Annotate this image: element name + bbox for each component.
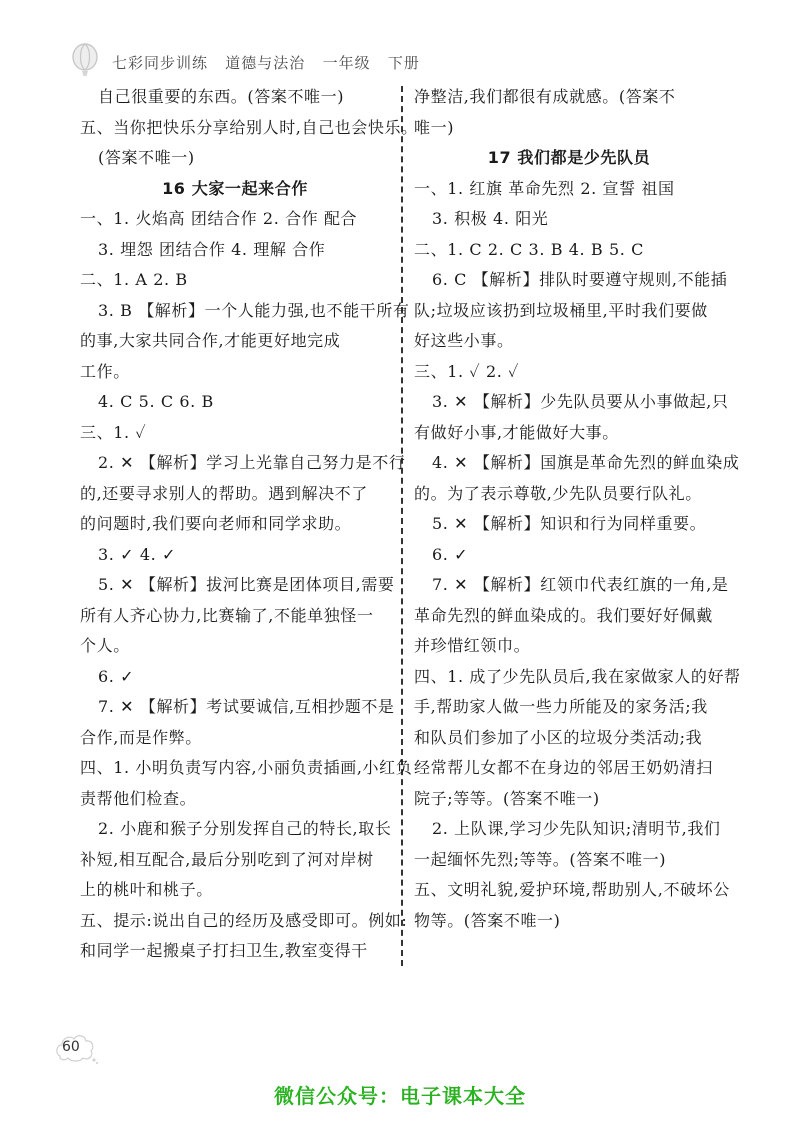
answer-line: 经常帮儿女都不在身边的邻居王奶奶清扫 (414, 758, 713, 777)
answer-line: 的问题时,我们要向老师和同学求助。 (80, 514, 352, 533)
answer-line: 五、当你把快乐分享给别人时,自己也会快乐。 (80, 117, 418, 137)
answer-line: 四、1. 成了少先队员后,我在家做家人的好帮 (414, 666, 741, 686)
answer-line: 7. ✕ 【解析】红领巾代表红旗的一角,是 (432, 575, 729, 594)
answer-line: 五、提示:说出自己的经历及感受即可。例如: (80, 910, 408, 930)
answer-line: 和同学一起搬桌子打扫卫生,教室变得干 (80, 941, 368, 960)
answer-line: 4. ✕ 【解析】国旗是革命先烈的鲜血染成 (432, 453, 740, 472)
answer-line: 7. ✕ 【解析】考试要诚信,互相抄题不是 (98, 697, 395, 716)
answer-line: 2. 小鹿和猴子分别发挥自己的特长,取长 (98, 819, 392, 838)
answer-line: 一起缅怀先烈;等等。(答案不唯一) (414, 849, 667, 869)
footer-watermark: 微信公众号：电子课本大全 (274, 1084, 526, 1108)
answer-line: 3. 埋怨 团结合作 4. 理解 合作 (98, 239, 326, 259)
answer-line: 五、文明礼貌,爱护环境,帮助别人,不破坏公 (414, 880, 730, 899)
answer-line: 上的桃叶和桃子。 (80, 880, 213, 899)
answer-line: 二、1. C 2. C 3. B 4. B 5. C (414, 239, 644, 259)
page-header (68, 44, 420, 80)
answer-line: 队;垃圾应该扔到垃圾桶里,平时我们要做 (414, 300, 708, 320)
section-heading: 17 我们都是少先队员 (487, 148, 651, 167)
answer-line: 一、1. 红旗 革命先烈 2. 宣誓 祖国 (414, 178, 675, 198)
answer-line: 三、1. ✓ (80, 422, 147, 442)
answer-line: 3. 积极 4. 阳光 (432, 209, 549, 228)
section-heading: 16 大家一起来合作 (162, 178, 308, 198)
answer-line: 个人。 (80, 636, 130, 655)
answer-line: 3. ✕ 【解析】少先队员要从小事做起,只 (432, 392, 729, 411)
answer-line: 三、1. ✓ 2. ✓ (414, 361, 520, 381)
answer-line: 净整洁,我们都很有成就感。(答案不 (414, 87, 676, 106)
answer-line: 5. ✕ 【解析】拔河比赛是团体项目,需要 (98, 575, 395, 594)
answer-line: 所有人齐心协力,比赛输了,不能单独怪一 (80, 605, 374, 625)
answer-line: 唯一) (414, 117, 455, 137)
answer-line: 的事,大家共同合作,才能更好地完成 (80, 331, 341, 350)
answer-line: 补短,相互配合,最后分别吃到了河对岸树 (80, 849, 374, 869)
header-title: 七彩同步训练 道德与法治 一年级 下册 (112, 53, 420, 72)
answer-line: 2. ✕ 【解析】学习上光靠自己努力是不行 (98, 453, 406, 472)
answer-line: 工作。 (80, 361, 130, 381)
answer-line: 革命先烈的鲜血染成的。我们要好好佩戴 (414, 605, 713, 625)
answer-line: 6. C 【解析】排队时要遵守规则,不能插 (432, 270, 728, 289)
answer-line: 4. C 5. C 6. B (98, 392, 214, 411)
answer-line: 并珍惜红领巾。 (414, 636, 531, 655)
answer-line: 2. 上队课,学习少先队知识;清明节,我们 (432, 819, 721, 838)
left-column (80, 82, 418, 967)
answer-line: 3. ✓ 4. ✓ (98, 544, 177, 564)
answer-line: (答案不唯一) (98, 148, 195, 167)
answer-line: 物等。(答案不唯一) (414, 910, 561, 930)
answer-line: 的,还要寻求别人的帮助。遇到解决不了 (80, 483, 368, 503)
answer-line: 自己很重要的东西。(答案不唯一) (98, 87, 345, 106)
answer-line: 好这些小事。 (414, 331, 514, 350)
answer-line: 和队员们参加了小区的垃圾分类活动;我 (414, 727, 703, 747)
page-number: 60 (62, 1039, 80, 1055)
answer-line: 责帮他们检查。 (80, 788, 197, 808)
answer-line: 6. ✓ (98, 666, 135, 686)
answer-line: 手,帮助家人做一些力所能及的家务活;我 (414, 697, 708, 716)
answer-line: 二、1. A 2. B (80, 270, 188, 289)
answer-line: 有做好小事,才能做好大事。 (414, 422, 619, 442)
answer-line: 3. B 【解析】一个人能力强,也不能干所有 (98, 300, 410, 320)
answer-line: 的。为了表示尊敬,少先队员要行队礼。 (414, 483, 702, 503)
answer-line: 四、1. 小明负责写内容,小丽负责插画,小红负 (80, 758, 413, 777)
column-divider (401, 86, 403, 966)
right-column (414, 82, 741, 936)
page-number-badge (54, 1030, 100, 1066)
answer-line: 院子;等等。(答案不唯一) (414, 788, 600, 808)
answer-line: 5. ✕ 【解析】知识和行为同样重要。 (432, 514, 707, 533)
balloon-logo-icon (68, 43, 102, 81)
answer-line: 合作,而是作弊。 (80, 727, 202, 747)
answer-line: 一、1. 火焰高 团结合作 2. 合作 配合 (80, 209, 358, 228)
answer-line: 6. ✓ (432, 544, 469, 564)
